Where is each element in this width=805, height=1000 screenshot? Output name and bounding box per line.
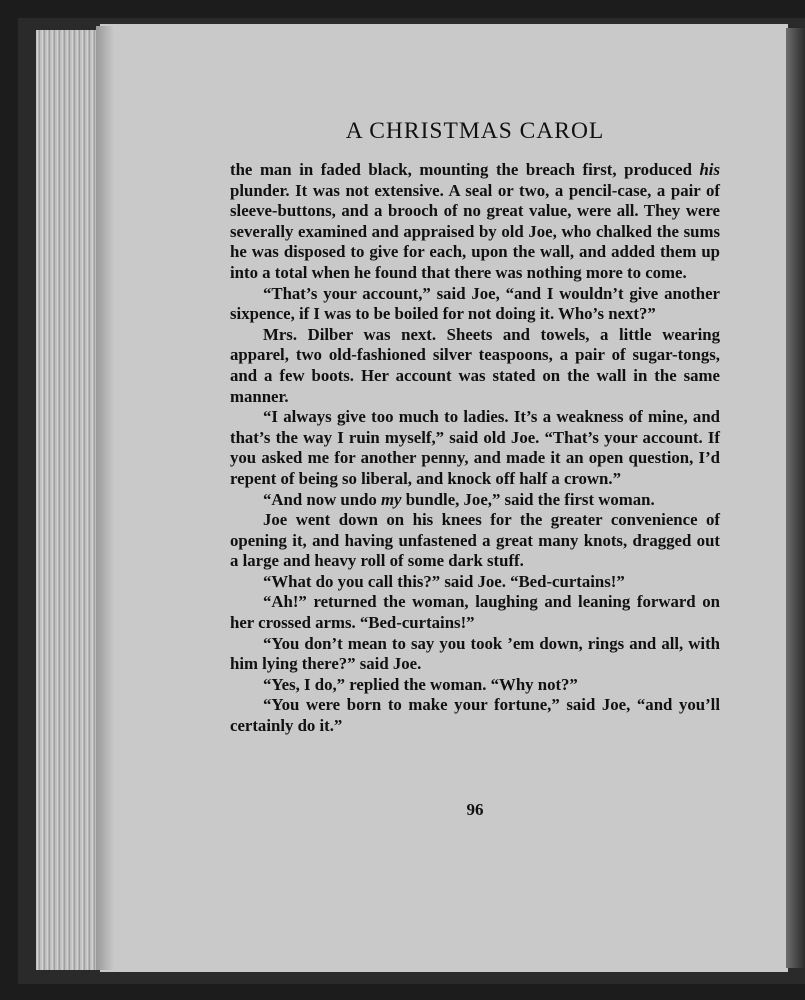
text-run: “What do you call this?” said Joe. “Bed-curtains!” (263, 571, 625, 591)
text-run: “You don’t mean to say you took ’em down, rings and all, with him lying there?” said Joe. (230, 633, 720, 674)
page-number: 96 (466, 800, 484, 819)
text-run: the man in faded black, mounting the breach first, produced (230, 160, 700, 179)
body-text (230, 160, 720, 737)
spine-gutter (96, 26, 114, 970)
text-run: Joe went down on his knees for the greater convenience of opening it, and having unfastened a great many knots, dragged out a large and heavy roll of some dark stuff. (230, 510, 720, 571)
text-run: “You were born to make your fortune,” said Joe, “and you’ll certainly do it.” (230, 695, 720, 736)
running-header: A CHRISTMAS CAROL (345, 118, 605, 144)
text-run: “And now undo (263, 489, 381, 509)
paragraph (230, 284, 720, 325)
paragraph (230, 490, 720, 511)
paragraph (230, 407, 720, 489)
page-edges-stack (36, 30, 100, 970)
text-run: “I always give too much to ladies. It’s a weakness of mine, and that’s the way I ruin myself,” said old Joe. “That’s your account. If you asked me for another penny, and made it an open question, I’d repent of being so liberal, and knock off half a crown.” (230, 407, 720, 488)
text-run: “That’s your account,” said Joe, “and I wouldn’t give another sixpence, if I was to be boiled for not doing it. Who’s next?” (230, 283, 720, 324)
paragraph (230, 695, 720, 736)
right-page-edge (786, 28, 805, 968)
text-run: plunder. It was not extensive. A seal or two, a pencil-case, a pair of sleeve-buttons, and a brooch of no great value, were all. They were severally examined and appraised by old Joe, who chalked the sums he was disposed to give for each, upon the wall, and added them up into a total when he found that there was nothing more to come. (230, 180, 720, 282)
text-run: bundle, Joe,” said the first woman. (401, 489, 655, 509)
paragraph (230, 325, 720, 407)
text-run: Mrs. Dilber was next. Sheets and towels, a little wearing apparel, two old-fashioned silver teaspoons, a pair of sugar-tongs, and a few boots. Her account was stated on the wall in the same manner. (230, 324, 720, 406)
text-run: “Yes, I do,” replied the woman. “Why not?” (263, 674, 578, 694)
paragraph (230, 572, 720, 593)
paragraph (230, 592, 720, 633)
text-run: “Ah!” returned the woman, laughing and leaning forward on her crossed arms. “Bed-curtains!” (230, 592, 720, 633)
italic-emphasis: his (699, 160, 720, 179)
paragraph (230, 675, 720, 696)
paragraph (230, 160, 720, 284)
paragraph (230, 510, 720, 572)
paragraph (230, 634, 720, 675)
italic-emphasis: my (381, 489, 402, 509)
